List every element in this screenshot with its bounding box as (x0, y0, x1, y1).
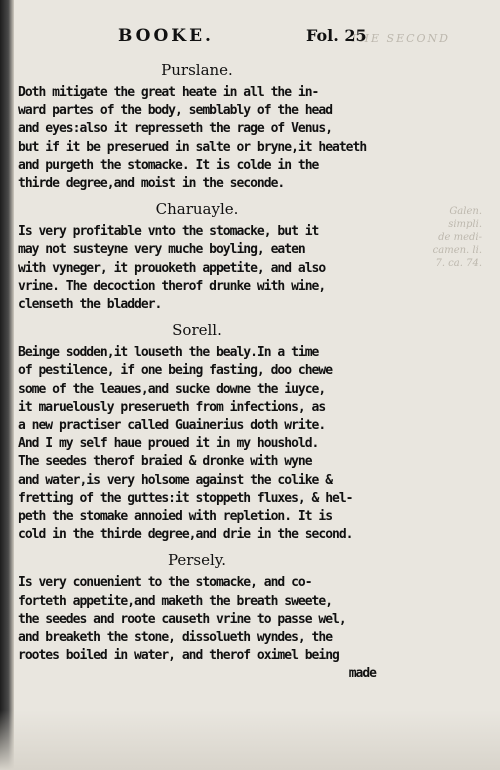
section-heading: Sorell. (172, 321, 222, 340)
text-line: Beinge sodden,it louseth the bealy.In a time (18, 345, 319, 361)
folio-number: Fol. 25 (306, 26, 367, 45)
section-charuayle (18, 199, 376, 314)
section-heading: Charuayle. (155, 200, 239, 219)
running-head: BOOKE. (118, 26, 214, 46)
text-line: it maruelously preserueth from infections, as (18, 399, 326, 415)
text-line: vrine. The decoction therof drunke with wine, (18, 278, 326, 294)
text-line: the seedes and roote causeth vrine to passe wel, (18, 611, 346, 627)
text-line: may not susteyne very muche boyling, eaten (18, 242, 305, 258)
section-persely (18, 550, 376, 683)
bleed-through-top: THE SECOND (350, 32, 450, 45)
bleed-line: camen. li. (432, 245, 482, 256)
text-line: cold in the thirde degree,and drie in the second. (18, 527, 353, 543)
text-line: The seedes therof braied & dronke with wyne (18, 454, 312, 470)
text-line: Is very conuenient to the stomacke, and co- (18, 575, 312, 591)
text-line: Doth mitigate the great heate in all the in- (18, 85, 319, 100)
text-line: clenseth the bladder. (18, 297, 162, 313)
book-gutter (0, 0, 14, 770)
text-line: and purgeth the stomacke. It is colde in the (18, 157, 319, 173)
text-line: thirde degree,and moist in the seconde. (18, 176, 285, 192)
bleed-line: Galen. (449, 206, 482, 217)
page-bottom-shade (0, 710, 500, 770)
text-line: with vyneger, it prouoketh appetite, and also (18, 260, 326, 276)
section-sorell (18, 320, 376, 544)
bleed-line: 7. ca. 74. (435, 258, 482, 269)
text-line: peth the stomake annoied with repletion. It is (18, 509, 333, 525)
text-line: some of the leaues,and sucke downe the iuyce, (18, 381, 326, 397)
text-line: and eyes:also it represseth the rage of Venus, (18, 121, 333, 137)
text-line: of pestilence, if one being fasting, doo chewe (18, 363, 333, 379)
section-heading: Persely. (167, 551, 227, 570)
bleed-through-margin-note (372, 205, 482, 270)
text-line: And I my self haue proued it in my houshold. (18, 436, 319, 452)
catchword: made (348, 666, 376, 682)
page-body (18, 56, 376, 690)
text-line: and water,is very holsome against the colike & (18, 472, 333, 488)
text-line: Is very profitable vnto the stomacke, but it (18, 224, 319, 240)
text-line: and breaketh the stone, dissolueth wyndes, the (18, 630, 333, 646)
text-line: ward partes of the body, semblably of the head (18, 103, 333, 119)
section-purslane (18, 60, 376, 193)
text-line: forteth appetite,and maketh the breath sweete, (18, 593, 333, 609)
text-line: rootes boiled in water, and therof oximel being (18, 648, 339, 664)
section-heading: Purslane. (161, 61, 233, 79)
page-header (0, 26, 500, 48)
text-line: a new practiser called Guainerius doth write. (18, 418, 326, 434)
text-line: but if it be preserued in salte or bryne,it heateth (18, 139, 367, 155)
bleed-line: de medi- (438, 232, 482, 243)
bleed-line: simpli. (448, 219, 482, 230)
text-line: fretting of the guttes:it stoppeth fluxes, & hel- (18, 490, 353, 506)
